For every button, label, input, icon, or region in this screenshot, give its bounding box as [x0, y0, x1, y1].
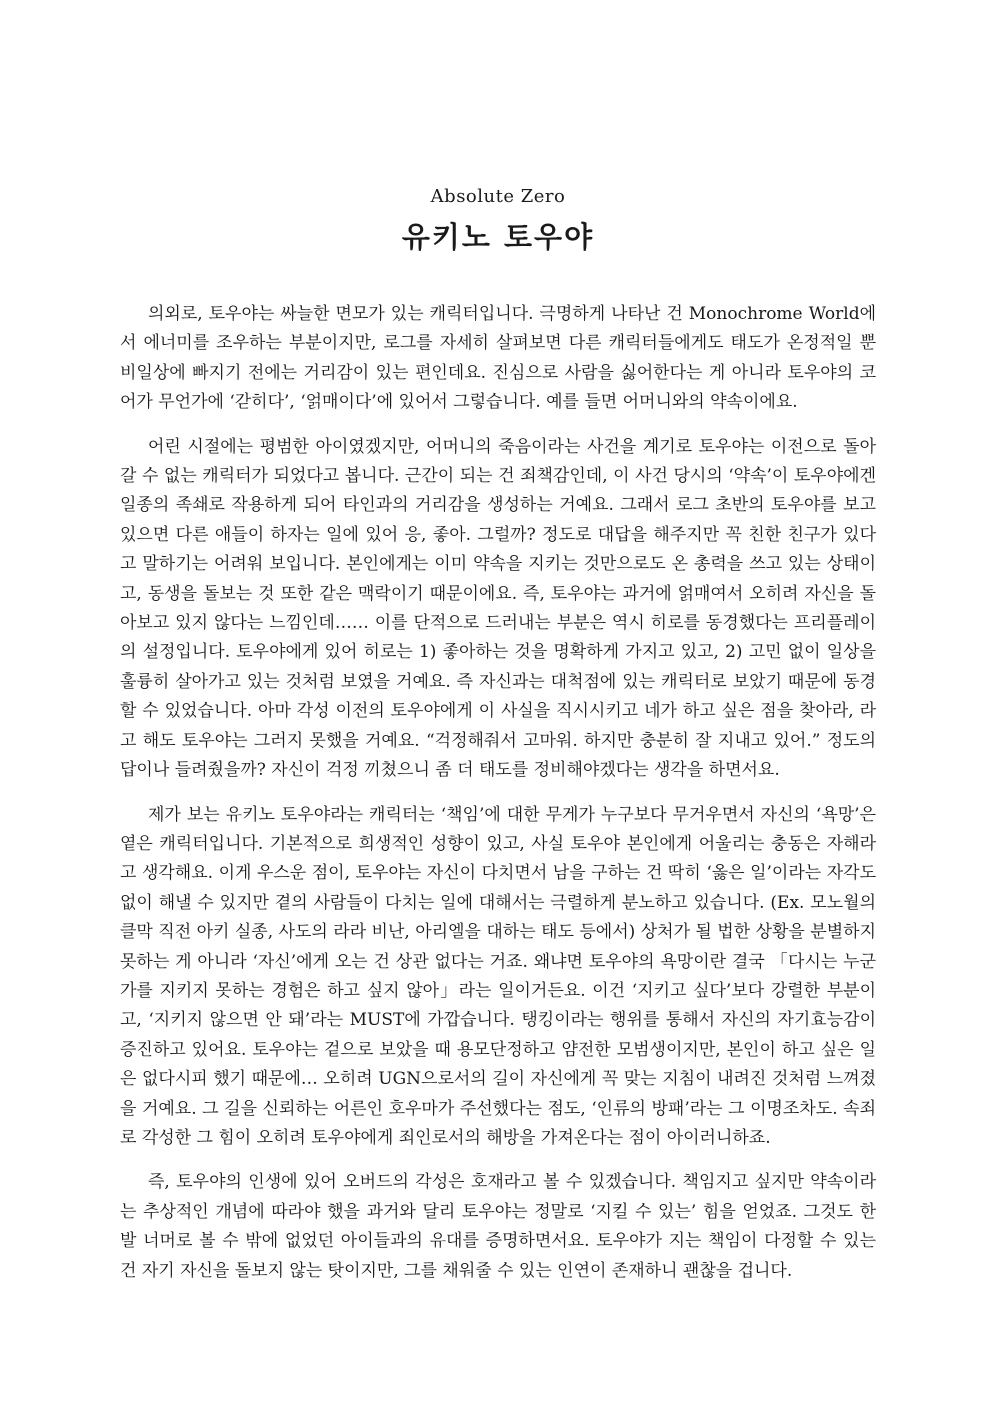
document-body — [120, 300, 876, 1286]
paragraph: 의외로, 토우야는 싸늘한 면모가 있는 캐릭터입니다. 극명하게 나타난 건 Monochrome World에서 에너미를 조우하는 부분이지만, 로그를 자세히 살펴보면 다른 캐릭터들에게도 태도가 온정적일 뿐 비일상에 빠지기 전에는 거리감이 있는 편인데요. 진심으로 사람을 싫어한다는 게 아니라 토우야의 코어가 무언가에 ‘갇히다’, ‘얽매이다’에 있어서 그렇습니다. 예를 들면 어머니와의 약속이에요. — [120, 304, 876, 413]
paragraph: 즉, 토우야의 인생에 있어 오버드의 각성은 호재라고 볼 수 있겠습니다. 책임지고 싶지만 약속이라는 추상적인 개념에 따라야 했을 과거와 달리 토우야는 정말로 ‘지킬 수 있는’ 힘을 얻었죠. 그것도 한 발 너머로 볼 수 밖에 없었던 아이들과의 유대를 증명하면서요. 토우야가 지는 책임이 다정할 수 있는 건 자기 자신을 돌보지 않는 탓이지만, 그를 채워줄 수 있는 인연이 존재하니 괜찮을 겁니다. — [120, 1172, 876, 1281]
paragraph: 제가 보는 유키노 토우야라는 캐릭터는 ‘책임’에 대한 무게가 누구보다 무거우면서 자신의 ‘욕망’은 옅은 캐릭터입니다. 기본적으로 희생적인 성향이 있고, 사실 토우야 본인에게 어울리는 충동은 자해라고 생각해요. 이게 우스운 점이, 토우야는 자신이 다치면서 남을 구하는 건 딱히 ‘옳은 일’이라는 자각도 없이 해낼 수 있지만 곁의 사람들이 다치는 일에 대해서는 극렬하게 분노하고 있습니다. (Ex. 모노월의 클막 직전 아키 실종, 사도의 라라 비난, 아리엘을 대하는 태도 등에서) 상처가 될 법한 상황을 분별하지 못하는 게 아니라 ‘자신’에게 오는 건 상관 없다는 거죠. 왜냐면 토우야의 욕망이란 결국 「다시는 누군가를 지키지 못하는 경험은 하고 싶지 않아」라는 일이거든요. 이건 ‘지키고 싶다’보다 강렬한 부분이고, ‘지키지 않으면 안 돼’라는 MUST에 가깝습니다. 탱킹이라는 행위를 통해서 자신의 자기효능감이 증진하고 있어요. 토우야는 겉으로 보았을 때 용모단정하고 얌전한 모범생이지만, 본인이 하고 싶은 일은 없다시피 했기 때문에… 오히려 UGN으로서의 길이 자신에게 꼭 맞는 지침이 내려진 것처럼 느껴졌을 거예요. 그 길을 신뢰하는 어른인 호우마가 주선했다는 점도, ‘인류의 방패’라는 그 이명조차도. 속죄로 각성한 그 힘이 오히려 토우야에게 죄인로서의 해방을 가져온다는 점이 아이러니하죠. — [120, 804, 876, 1148]
document-subtitle: Absolute Zero — [430, 186, 566, 207]
page-title: 유키노 토우야 — [401, 220, 595, 254]
paragraph: 어린 시절에는 평범한 아이였겠지만, 어머니의 죽음이라는 사건을 계기로 토우야는 이전으로 돌아갈 수 없는 캐릭터가 되었다고 봅니다. 근간이 되는 건 죄책감인데, 이 사건 당시의 ‘약속’이 토우야에겐 일종의 족쇄로 작용하게 되어 타인과의 거리감을 생성하는 거예요. 그래서 로그 초반의 토우야를 보고 있으면 다른 애들이 하자는 일에 있어 응, 좋아. 그럴까? 정도로 대답을 해주지만 꼭 친한 친구가 있다고 말하기는 어려워 보입니다. 본인에게는 이미 약속을 지키는 것만으로도 온 총력을 쓰고 있는 상태이고, 동생을 돌보는 것 또한 같은 맥락이기 때문이에요. 즉, 토우야는 과거에 얽매여서 오히려 자신을 돌아보고 있지 않다는 느낌인데…… 이를 단적으로 드러내는 부분은 역시 히로를 동경했다는 프리플레이의 설정입니다. 토우야에게 있어 히로는 1) 좋아하는 것을 명확하게 가지고 있고, 2) 고민 없이 일상을 훌륭히 살아가고 있는 것처럼 보였을 거예요. 즉 자신과는 대척점에 있는 캐릭터로 보았기 때문에 동경할 수 있었습니다. 아마 각성 이전의 토우야에게 이 사실을 직시시키고 네가 하고 싶은 점을 찾아라, 라고 해도 토우야는 그러지 못했을 거예요. “걱정해줘서 고마워. 하지만 충분히 잘 지내고 있어.” 정도의 답이나 들려줬을까? 자신이 걱정 끼쳤으니 좀 더 태도를 정비해야겠다는 생각을 하면서요. — [120, 436, 876, 781]
